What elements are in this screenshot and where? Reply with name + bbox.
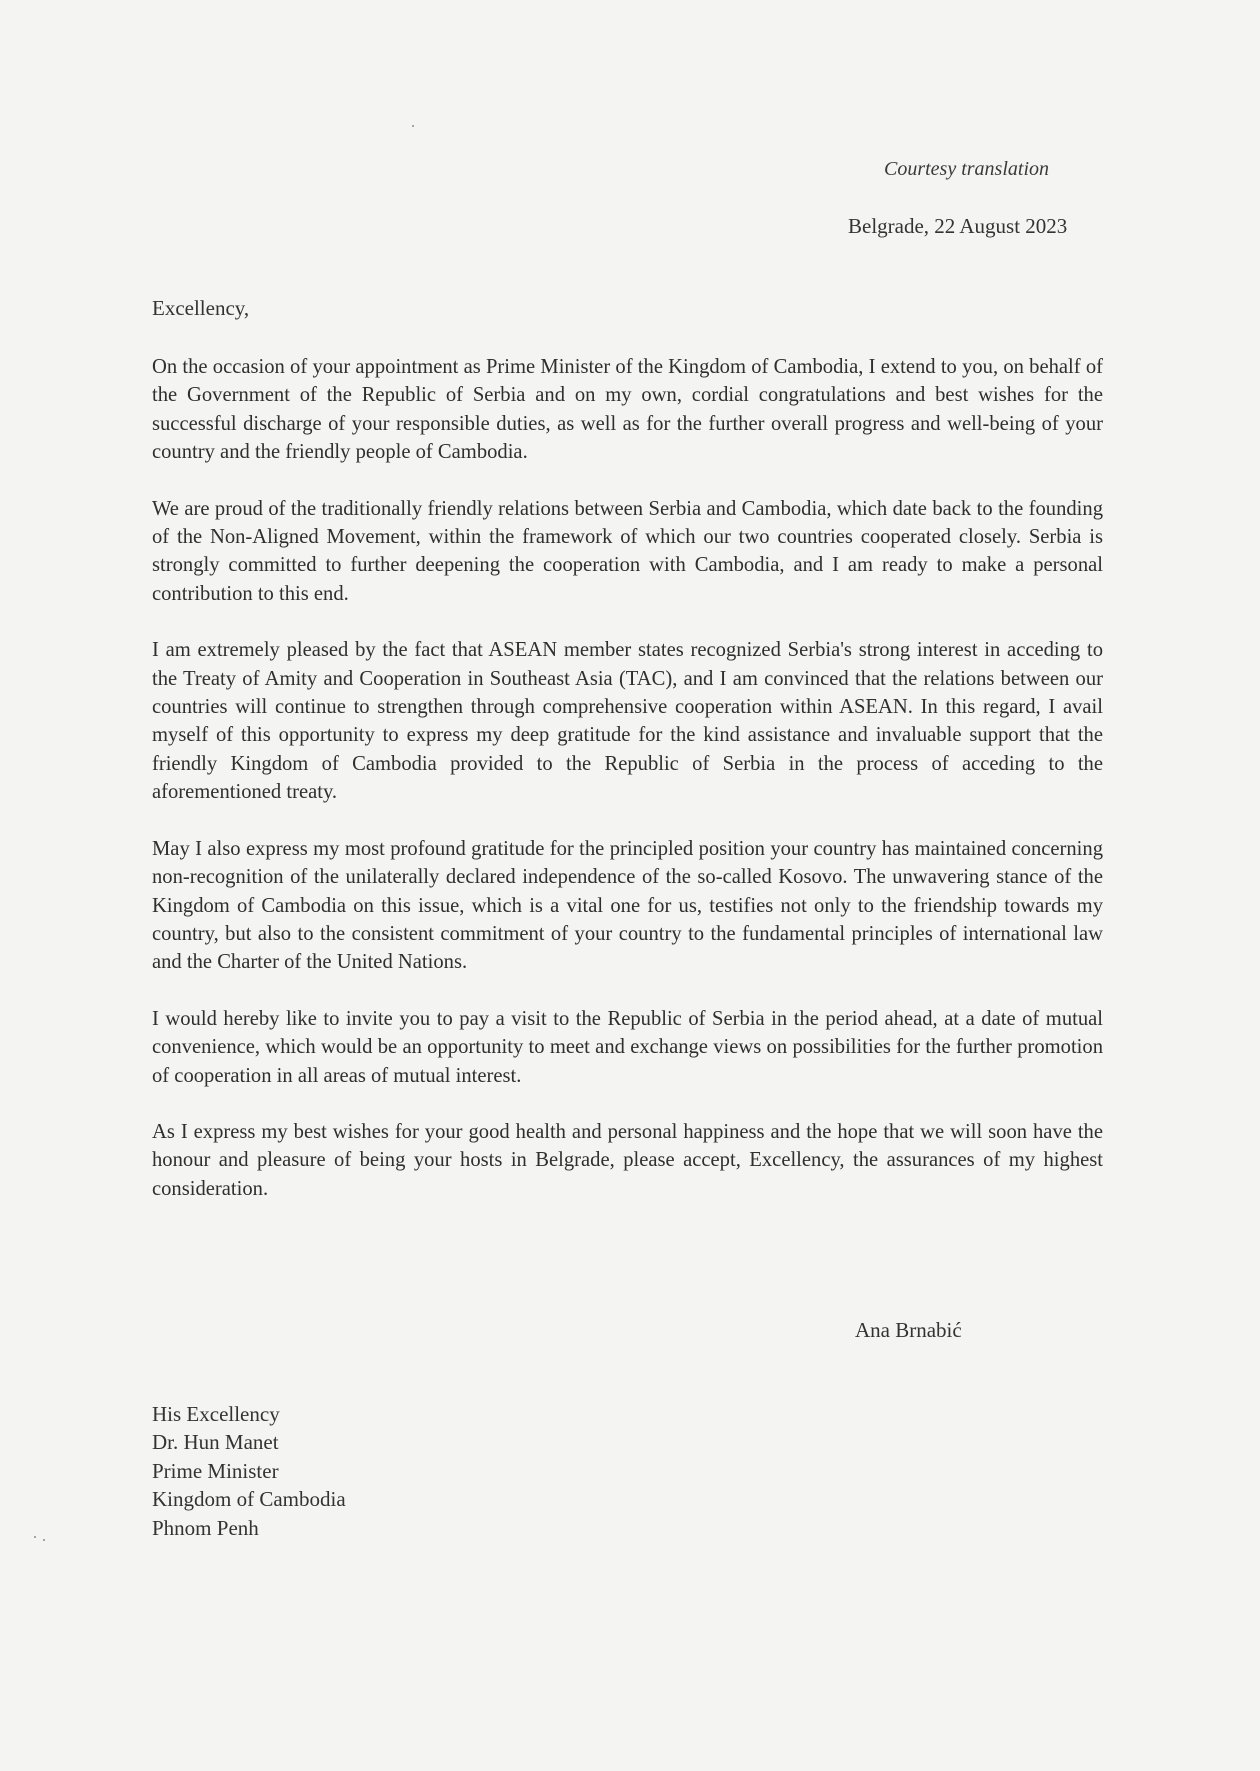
recipient-name: Dr. Hun Manet — [152, 1430, 279, 1455]
scan-speck — [34, 1536, 36, 1538]
scan-speck — [43, 1539, 45, 1541]
salutation: Excellency, — [152, 296, 250, 320]
paragraph-relations: We are proud of the traditionally friendly relations between Serbia and Cambodia, which date back to the founding of the Non-Aligned Movement, within the framework of which our two countries cooperated closely. Serbia is strongly committed to further deepening the cooperation with Cambodia, and I am ready to make a personal contribution to this end. — [152, 497, 1103, 605]
recipient-city: Phnom Penh — [152, 1515, 259, 1540]
paragraph-closing: As I express my best wishes for your good health and personal happiness and the hope that we will soon have the honour and pleasure of being your hosts in Belgrade, please accept, Excellency, the assurances of my highest consideration. — [152, 1120, 1103, 1200]
courtesy-translation-note: Courtesy translation — [884, 158, 1050, 180]
recipient-title: His Excellency — [152, 1402, 280, 1426]
recipient-address-block — [152, 1400, 346, 1542]
letter-body — [152, 353, 1103, 1231]
recipient-country: Kingdom of Cambodia — [152, 1487, 346, 1512]
scan-speck — [412, 125, 414, 127]
signature-name: Ana Brnabić — [855, 1318, 962, 1342]
recipient-position: Prime Minister — [152, 1458, 279, 1483]
place-and-date: Belgrade, 22 August 2023 — [848, 214, 1068, 238]
paragraph-congratulations: On the occasion of your appointment as Prime Minister of the Kingdom of Cambodia, I extend to you, on behalf of the Government of the Republic of Serbia and on my own, cordial congratulations and best wishes for the successful discharge of your responsible duties, as well as for the further overall progress and well-being of your country and the friendly people of Cambodia. — [152, 356, 1103, 464]
paragraph-invitation: I would hereby like to invite you to pay a visit to the Republic of Serbia in the period ahead, at a date of mutual convenience, which would be an opportunity to meet and exchange views on possibilities for the further promotion of cooperation in all areas of mutual interest. — [152, 1007, 1103, 1087]
paragraph-kosovo: May I also express my most profound gratitude for the principled position your country has maintained concerning non-recognition of the unilaterally declared independence of the so-called Kosovo. The unwavering stance of the Kingdom of Cambodia on this issue, which is a vital one for us, testifies not only to the friendship towards my country, but also to the consistent commitment of your country to the fundamental principles of international law and the Charter of the United Nations. — [152, 837, 1103, 974]
paragraph-asean: I am extremely pleased by the fact that ASEAN member states recognized Serbia's strong interest in acceding to the Treaty of Amity and Cooperation in Southeast Asia (TAC), and I am convinced that the relations between our countries will continue to strengthen through comprehensive cooperation within ASEAN. In this regard, I avail myself of this opportunity to express my deep gratitude for the kind assistance and invaluable support that the friendly Kingdom of Cambodia provided to the Republic of Serbia in the process of acceding to the aforementioned treaty. — [152, 639, 1103, 804]
